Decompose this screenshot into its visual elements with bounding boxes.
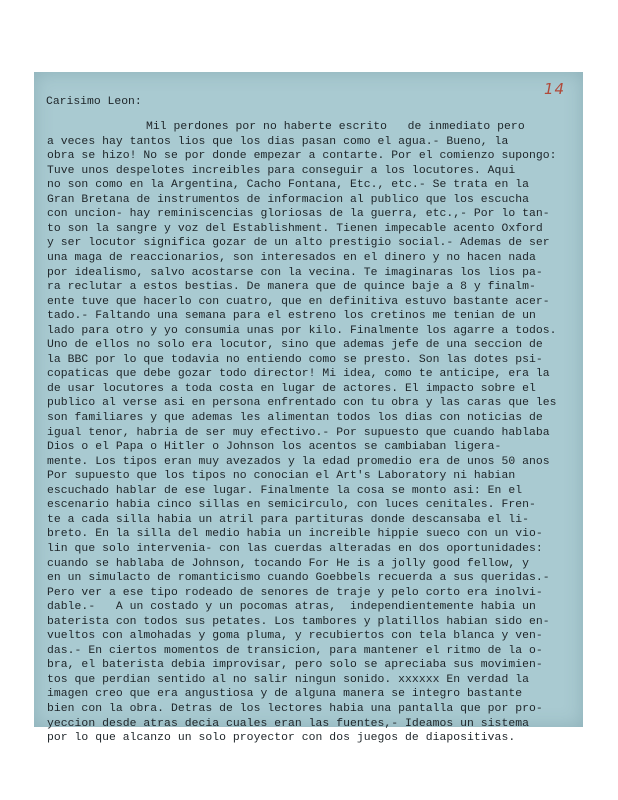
letter-line: Gran Bretana de instrumentos de informacion al publico que los escucha — [47, 193, 529, 206]
letter-line: con uncion- hay reminiscencias gloriosas de la guerra, etc.,- Por lo tan- — [47, 208, 550, 221]
letter-line: ente tuve que hacerlo con cuatro, que en definitiva estuvo bastante acer- — [47, 295, 550, 308]
letter-line: son familiares y que ademas les alimentan todos los dias con noticias de — [47, 412, 543, 424]
letter-line: Pero ver a ese tipo rodeado de senores de traje y pelo corto era inolvi- — [47, 586, 543, 599]
letter-line: cuando se hablaba de Johnson, tocando For He is a jolly good fellow, y — [47, 557, 529, 570]
letter-line: das.- En ciertos momentos de transicion, para mantener el ritmo de la o- — [47, 644, 543, 657]
letter-line: Uno de ellos no solo era locutor, sino que ademas jefe de una seccion de — [47, 339, 543, 352]
letter-line: te a cada silla habia un atril para partituras donde descansaba el li- — [47, 513, 529, 526]
letter-line: publico al verse asi en persona enfrentado con tu obra y las caras que les — [47, 397, 557, 410]
letter-line: la BBC por lo que todavia no entiendo como se presto. Son las dotes psi- — [47, 353, 543, 366]
letter-line: mente. Los tipos eran muy avezados y la edad promedio era de unos 50 anos — [47, 455, 550, 468]
letter-line: de usar locutores a toda costa en lugar de actores. El impacto sobre el — [47, 382, 536, 395]
letter-line: por lo que alcanzo un solo proyector con dos juegos de diapositivas. — [47, 732, 516, 745]
letter-line: Mil perdones por no haberte escrito de inmediato pero — [146, 121, 525, 133]
letter-line: obra se hizo! No se por donde empezar a contarte. Por el comienzo supongo: — [47, 150, 557, 163]
letter-page — [34, 72, 583, 745]
letter-line: ra reclutar a estos bestias. De manera que de quince baje a 8 y finalm- — [47, 281, 536, 294]
page-number: 14 — [544, 80, 566, 98]
letter-line: escenario habia cinco sillas en semicirculo, con luces cenitales. Fren- — [47, 499, 536, 512]
letter-line: una maga de reaccionarios, son interesados en el dinero y no hacen nada — [47, 251, 536, 264]
letter-line: lado para otro y yo consumia unas por kilo. Finalmente los agarre a todos. — [47, 324, 557, 337]
letter-line: Dios o el Papa o Hitler o Johnson los acentos se cambiaban ligera- — [47, 441, 502, 454]
letter-line: tos que perdian sentido al no salir ningun sonido. xxxxxx En verdad la — [47, 673, 529, 686]
letter-line: bra, el baterista debia improvisar, pero solo se apreciaba sus movimien- — [47, 659, 543, 672]
letter-line: a veces hay tantos lios que los dias pasan como el agua.- Bueno, la — [47, 135, 509, 148]
letter-line: to son la sangre y voz del Establishment. Tienen impecable acento Oxford — [47, 222, 543, 235]
letter-line: lin que solo intervenia- con las cuerdas alteradas en dos oportunidades: — [47, 542, 543, 555]
letter-line: y ser locutor significa gozar de un alto prestigio social.- Ademas de ser — [47, 237, 550, 250]
letter-line: copaticas que debe gozar todo director! Mi idea, como te anticipe, era la — [47, 368, 550, 381]
letter-line: escuchado hablar de ese lugar. Finalmente la cosa se monto asi: En el — [47, 484, 523, 497]
letter-line: breto. En la silla del medio habia un increible hippie sueco con un vio- — [47, 528, 543, 541]
letter-line: Por supuesto que los tipos no conocian el Art's Laboratory ni habian — [47, 470, 516, 483]
letter-line: igual tenor, habria de ser muy efectivo.- Por supuesto que cuando hablaba — [47, 426, 550, 439]
letter-line: por idealismo, salvo acostarse con la vecina. Te imaginaras los lios pa- — [47, 266, 543, 279]
letter-line: imagen creo que era angustiosa y de alguna manera se integro bastante — [47, 688, 523, 701]
letter-line: bien con la obra. Detras de los lectores habia una pantalla que por pro- — [47, 703, 543, 715]
letter-line: no son como en la Argentina, Cacho Fontana, Etc., etc.- Se trata en la — [47, 179, 529, 192]
letter-line: Tuve unos despelotes increibles para conseguir a los locutores. Aqui — [47, 164, 516, 177]
salutation: Carisimo Leon: — [46, 96, 142, 108]
letter-line: en un simulacto de romanticismo cuando Goebbels recuerda a sus queridas.- — [47, 572, 550, 585]
letter-line: baterista con todos sus petates. Los tambores y platillos habian sido en- — [47, 615, 550, 628]
letter-line: dable.- A un costado y un pocomas atras, independientemente habia un — [47, 601, 536, 614]
letter-line: vueltos con almohadas y goma pluma, y recubiertos con tela blanca y ven- — [47, 630, 543, 643]
letter-line: yeccion desde atras decia cuales eran las fuentes,- Ideamos un sistema — [47, 717, 529, 730]
letter-line: tado.- Faltando una semana para el estreno los cretinos me tenian de un — [47, 310, 536, 323]
